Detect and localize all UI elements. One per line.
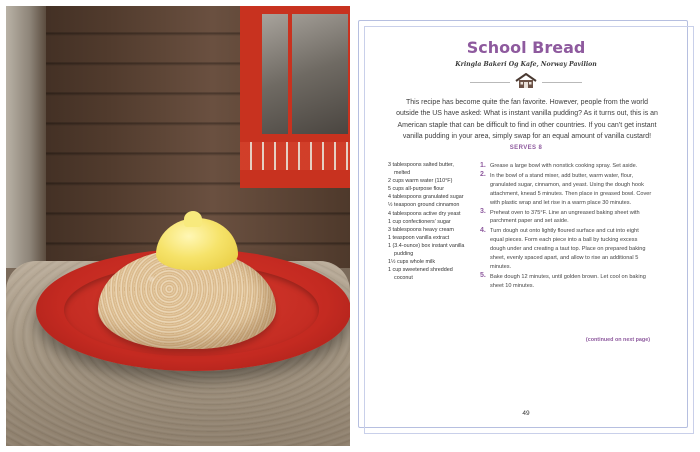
ingredient-item: 4 tablespoons granulated sugar (388, 194, 464, 201)
ingredient-item: 2 cups warm water (110°F) (388, 177, 453, 184)
step-text: Turn dough out onto lightly floured surface and cut into eight equal pieces. Form each piece into a ball by tucking excess dough under and creating a taut top. Place on prepared baking sheet, evenly spaced apart, and allow to rise an additional 5 minutes. (490, 228, 646, 270)
continued-note: (continued on next page) (585, 337, 650, 343)
ingredient-item: 1½ cups whole milk (388, 259, 436, 266)
recipe-serves: SERVES 8 (509, 145, 543, 151)
recipe-intro: This recipe has become quite the fan favorite. However, people from the world outside the US have asked: What is instant vanilla pudding? As it turns out, this is an American staple that can be difficult to find in other countries. If you can’t get instant vanilla pudding in your area, simply swap for an equal amount of vanilla custard! (396, 99, 658, 140)
photo-red-window (240, 6, 350, 188)
ingredient-item: 1 cup confectioners’ sugar (388, 218, 451, 225)
step-text: Bake dough 12 minutes, until golden brown. Let cool on baking sheet 10 minutes. (490, 273, 646, 289)
recipe-page (352, 0, 700, 452)
header-divider-right (542, 82, 582, 83)
house-icon (514, 73, 538, 89)
ingredient-item: 4 tablespoons active dry yeast (388, 210, 461, 217)
ingredient-item: 5 cups all-purpose flour (388, 185, 445, 192)
step-number: 5. (480, 272, 486, 280)
step-item (480, 273, 652, 291)
recipe-title: School Bread (466, 38, 586, 57)
photo-window-mullion (288, 14, 292, 134)
step-item (480, 172, 652, 208)
step-number: 3. (480, 208, 486, 216)
ingredient-item: 1 (3.4-ounce) box instant vanilla pudding (388, 243, 465, 257)
step-number: 4. (480, 226, 486, 234)
step-number: 1. (480, 161, 486, 169)
step-item (480, 209, 652, 227)
step-number: 2. (480, 171, 486, 179)
ingredient-item: ½ teaspoon ground cinnamon (388, 202, 460, 209)
step-text: Grease a large bowl with nonstick cooking spray. Set aside. (490, 163, 638, 169)
ingredient-list (388, 162, 468, 283)
photo-background-wall (6, 6, 46, 268)
header-divider-left (470, 82, 510, 83)
step-item (480, 227, 652, 272)
ingredient-item: 3 tablespoons salted butter, melted (388, 162, 454, 176)
ingredient-item: 1 cup sweetened shredded coconut (388, 267, 453, 281)
step-text: In the bowl of a stand mixer, add butter, warm water, flour, granulated sugar, cinnamon, and yeast. Using the dough hook attachment, knead 5 minutes. Then place in greased bowl. Cover with plastic wrap and let rise in a warm place 30 minutes. (490, 172, 652, 206)
step-item (480, 162, 652, 171)
recipe-photo (6, 6, 350, 446)
recipe-location: Kringla Bakeri Og Kafe, Norway Pavilion (455, 61, 597, 68)
photo-window-sill (240, 142, 350, 170)
ingredient-item: 3 tablespoons heavy cream (388, 226, 454, 233)
photo-window-pane (262, 14, 348, 134)
step-text: Preheat oven to 375°F. Line an ungreased baking sheet with parchment paper and set aside. (490, 209, 640, 225)
photo-custard-tip (184, 211, 202, 227)
step-list (480, 162, 652, 292)
page-number: 49 (522, 410, 530, 417)
ingredient-item: 1 teaspoon vanilla extract (388, 235, 450, 242)
